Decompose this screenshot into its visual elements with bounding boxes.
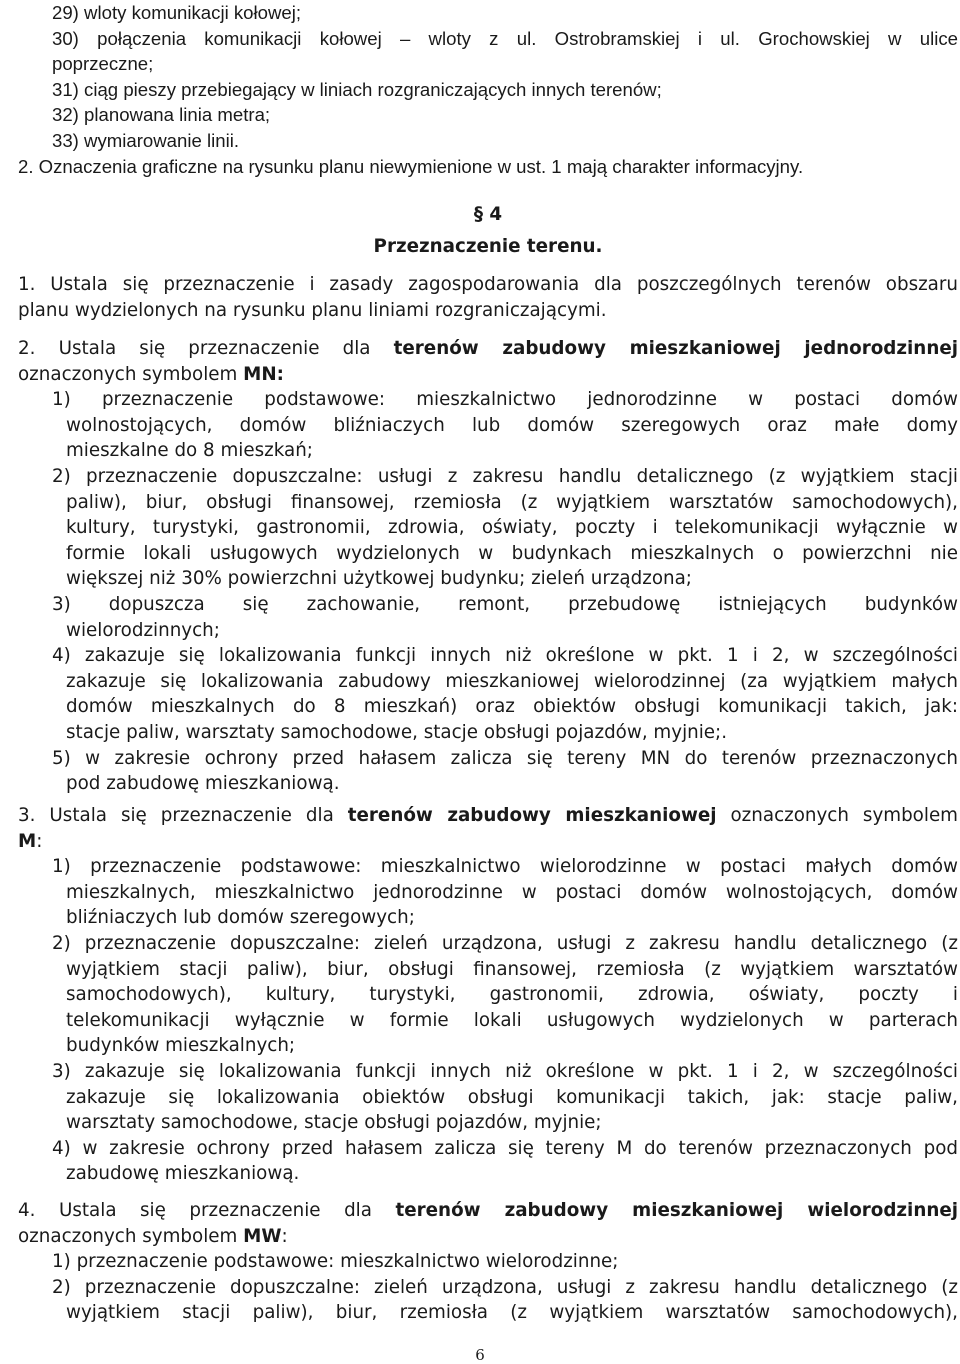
mn-item-1: 1) przeznaczenie podstawowe: mieszkalnictwo jednorodzinne w postaci domów bbox=[52, 389, 958, 411]
m-item-1: 1) przeznaczenie podstawowe: mieszkalnictwo wielorodzinne w postaci małych domów bbox=[52, 856, 958, 878]
mn-item-3-cont: wielorodzinnych; bbox=[66, 619, 220, 641]
m-item-4: 4) w zakresie ochrony przed hałasem zalicza się tereny M do terenów przeznaczonych pod bbox=[52, 1137, 958, 1159]
paragraph-4-cont: oznaczonych symbolem bbox=[18, 1225, 238, 1247]
page-number: 6 bbox=[475, 1346, 485, 1364]
paragraph-4-lead: 4. Ustala się przeznaczenie dla bbox=[18, 1200, 372, 1221]
paragraph-3-cont: oznaczonych symbolem bbox=[730, 805, 958, 826]
list-item-29: 29) wloty komunikacji kołowej; bbox=[52, 2, 302, 23]
mn-item-5-cont: pod zabudowę mieszkaniową. bbox=[66, 773, 340, 795]
mn-item-2-cont: większej niż 30% powierzchni użytkowej budynku; zieleń urządzona; bbox=[66, 568, 692, 590]
paragraph-4-bold-term: terenów zabudowy mieszkaniowej wielorodzinnej bbox=[395, 1200, 959, 1221]
paragraph-3-lead: 3. Ustala się przeznaczenie dla bbox=[18, 805, 334, 826]
paragraph-4-heading bbox=[18, 1198, 958, 1224]
paragraph-2-mn bbox=[18, 336, 958, 797]
mn-item-1-cont: wolnostojących, domów bliźniaczych lub domów szeregowych oraz małe domy bbox=[66, 414, 958, 436]
paragraph-2-bold-term: terenów zabudowy mieszkaniowej jednorodzinnej bbox=[393, 338, 958, 359]
list-item-30-cont: poprzeczne; bbox=[52, 53, 154, 75]
m-item-3-cont: zakazuje się lokalizowania obiektów obsługi komunikacji takich, jak: stacje paliw, bbox=[66, 1086, 958, 1108]
paragraph-2-cont: oznaczonych symbolem bbox=[18, 363, 238, 385]
m-item-2-cont: wyjątkiem stacji paliw), biur, obsługi finansowej, rzemiosła (z wyjątkiem warsztatów bbox=[66, 958, 958, 980]
section-title: Przeznaczenie terenu. bbox=[373, 236, 603, 257]
mn-item-4-cont: zakazuje się lokalizowania zabudowy mieszkaniowej wielorodzinnej (za wyjątkiem małych bbox=[66, 670, 958, 692]
mn-item-3: 3) dopuszcza się zachowanie, remont, przebudowę istniejących budynków bbox=[52, 593, 958, 615]
m-item-4-cont: zabudowę mieszkaniową. bbox=[66, 1163, 300, 1185]
paragraph-2-note: 2. Oznaczenia graficzne na rysunku planu niewymienione w ust. 1 mają charakter informacyjny. bbox=[18, 155, 804, 177]
paragraph-3-bold-term: terenów zabudowy mieszkaniowej bbox=[347, 805, 717, 826]
paragraph-4-symbol-line bbox=[18, 1224, 958, 1250]
definitions-list-end bbox=[18, 0, 958, 179]
m-item-1-cont: mieszkalnych, mieszkalnictwo jednorodzinne w postaci domów wolnostojących, domów bbox=[66, 881, 958, 903]
mn-item-1-cont: mieszkalne do 8 mieszkań; bbox=[66, 440, 313, 462]
mn-item-2-cont: formie lokali usługowych wydzielonych w budynkach mieszkalnych o powierzchni nie bbox=[66, 542, 958, 564]
mw-item-2-cont: wyjątkiem stacji paliw), biur, rzemiosła (z wyjątkiem warsztatów samochodowych), bbox=[66, 1302, 958, 1324]
paragraph-2-lead: 2. Ustala się przeznaczenie dla bbox=[18, 338, 371, 359]
section-number: § 4 bbox=[473, 204, 503, 225]
mw-item-2: 2) przeznaczenie dopuszczalne: zieleń urządzona, usługi z zakresu handlu detalicznego (z bbox=[52, 1276, 958, 1298]
m-item-3-cont: warsztaty samochodowe, stacje obsługi pojazdów, myjnie; bbox=[66, 1112, 602, 1134]
mn-item-4-cont: domów mieszkalnych do 8 mieszkań) oraz obiektów obsługi komunikacji takich, jak: bbox=[66, 696, 958, 718]
list-item-33: 33) wymiarowanie linii. bbox=[52, 129, 240, 151]
mn-item-4: 4) zakazuje się lokalizowania funkcji innych niż określone w pkt. 1 i 2, w szczególności bbox=[52, 645, 958, 667]
m-item-3: 3) zakazuje się lokalizowania funkcji innych niż określone w pkt. 1 i 2, w szczególności bbox=[52, 1060, 958, 1082]
paragraph-2-symbol-line bbox=[18, 362, 958, 388]
paragraph-4-colon: : bbox=[281, 1225, 288, 1247]
paragraph-3-heading bbox=[18, 803, 958, 829]
mn-item-2-cont: kultury, turystyki, gastronomii, zdrowia, oświaty, poczty i telekomunikacji wyłącznie w bbox=[66, 517, 958, 539]
mn-item-2: 2) przeznaczenie dopuszczalne: usługi z zakresu handlu detalicznego (z wyjątkiem stacji bbox=[52, 465, 958, 487]
paragraph-3-symbol-line bbox=[18, 829, 958, 855]
paragraph-1-line-2: planu wydzielonych na rysunku planu liniami rozgraniczającymi. bbox=[18, 299, 607, 321]
m-item-1-cont: bliźniaczych lub domów szeregowych; bbox=[66, 907, 415, 929]
m-item-2-cont: budynków mieszkalnych; bbox=[66, 1035, 296, 1057]
paragraph-3-symbol: M bbox=[18, 830, 37, 852]
paragraph-4-symbol: MW bbox=[243, 1225, 282, 1247]
paragraph-2-symbol: MN: bbox=[243, 363, 284, 385]
mw-item-1: 1) przeznaczenie podstawowe: mieszkalnictwo wielorodzinne; bbox=[52, 1251, 619, 1273]
list-item-32: 32) planowana linia metra; bbox=[52, 104, 271, 126]
m-item-2-cont: telekomunikacji wyłącznie w formie lokali usługowych wydzielonych w parterach bbox=[66, 1009, 958, 1031]
m-item-2: 2) przeznaczenie dopuszczalne: zieleń urządzona, usługi z zakresu handlu detalicznego (z bbox=[52, 932, 958, 954]
list-item-30: 30) połączenia komunikacji kołowej – wloty z ul. Ostrobramskiej i ul. Grochowskiej w ulice bbox=[52, 27, 958, 49]
paragraph-3-colon: : bbox=[36, 830, 43, 852]
m-item-2-cont: samochodowych), kultury, turystyki, gastronomii, zdrowia, oświaty, poczty i bbox=[66, 984, 958, 1006]
paragraph-1-line-1: 1. Ustala się przeznaczenie i zasady zagospodarowania dla poszczególnych terenów obszaru bbox=[18, 274, 958, 295]
mn-item-4-cont: stacje paliw, warsztaty samochodowe, stacje obsługi pojazdów, myjnie;. bbox=[66, 721, 728, 743]
paragraph-1 bbox=[18, 272, 958, 323]
paragraph-3-m bbox=[18, 803, 958, 1187]
paragraph-2-heading bbox=[18, 336, 958, 362]
mn-item-5: 5) w zakresie ochrony przed hałasem zalicza się tereny MN do terenów przeznaczonych bbox=[52, 747, 958, 769]
paragraph-4-mw bbox=[18, 1198, 958, 1326]
mn-item-2-cont: paliw), biur, obsługi finansowej, rzemiosła (z wyjątkiem warsztatów samochodowych), bbox=[66, 491, 958, 513]
list-item-31: 31) ciąg pieszy przebiegający w liniach rozgraniczających innych terenów; bbox=[52, 78, 662, 100]
